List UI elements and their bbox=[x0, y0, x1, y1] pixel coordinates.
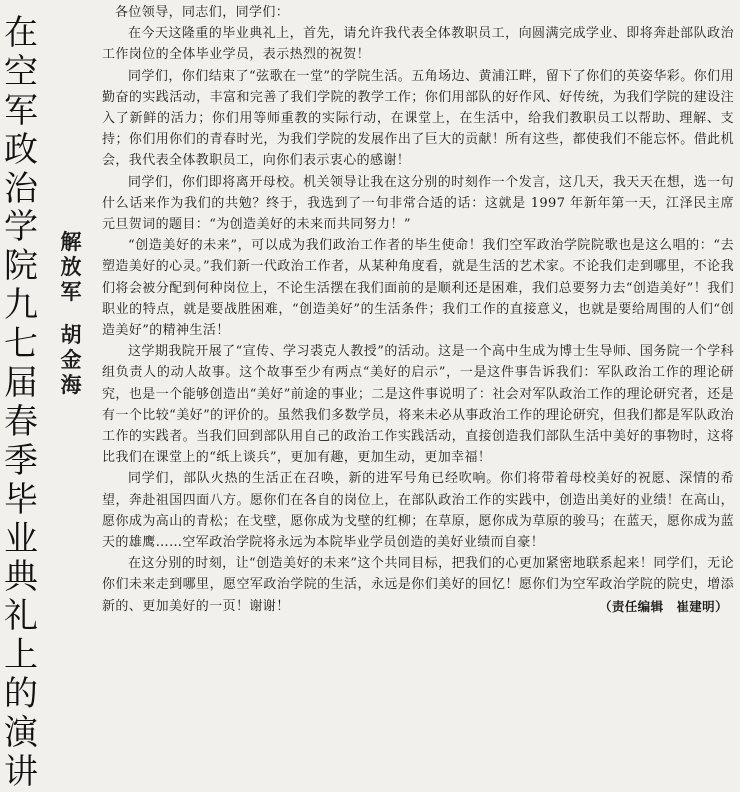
title-char: 的 bbox=[4, 674, 38, 715]
body-paragraph bbox=[102, 235, 734, 341]
paragraph-text: 在这分别的时刻，让“创造美好的未来”这个共同目标，把我们的心更加紧密地联系起来！同学们，无论你们未来走到哪里，愿空军政治学院的生活，永远是你们美好的回忆！愿你们为空军政治学院的院史，增添新的、更加美好的一页！谢谢！ bbox=[102, 556, 734, 614]
title-char: 空 bbox=[4, 51, 38, 92]
title-char: 讲 bbox=[4, 751, 38, 792]
salutation: 各位领导，同志们，同学们： bbox=[115, 5, 290, 20]
title-char: 军 bbox=[4, 90, 38, 131]
paragraph-text: 在今天这隆重的毕业典礼上，首先，请允许我代表全体教职员工，向圆满完成学业、即将奔赴部队政治工作岗位的全体毕业学员，表示热烈的祝贺！ bbox=[102, 26, 734, 63]
title-char: 在 bbox=[4, 13, 38, 53]
author-name-char: 海 bbox=[60, 373, 82, 397]
title-char: 业 bbox=[4, 518, 38, 559]
body-paragraph bbox=[102, 66, 734, 172]
title-char: 毕 bbox=[4, 479, 38, 520]
title-char: 礼 bbox=[4, 596, 38, 637]
title-char: 政 bbox=[4, 129, 38, 170]
body-paragraph bbox=[102, 468, 734, 553]
article-title bbox=[2, 13, 40, 792]
paragraph-text: 同学们，部队火热的生活正在召唤，新的进军号角已经吹响。你们将带着母校美好的祝愿、深情的希望，奔赴祖国四面八方。愿你们在各自的岗位上，在部队政治工作的实践中，创造出美好的业绩！在高山，愿你成为高山的青松；在戈壁，愿你成为戈壁的红柳；在草原，愿你成为草原的骏马；在蓝天，愿你成为蓝天的雄鹰……空军政治学院将永远为本院毕业学员创造的美好业绩而自豪！ bbox=[102, 471, 734, 551]
paragraph-list bbox=[102, 23, 734, 617]
title-char: 演 bbox=[4, 713, 38, 754]
title-char: 九 bbox=[4, 285, 38, 326]
byline bbox=[58, 230, 84, 398]
title-char: 典 bbox=[4, 557, 38, 598]
body-paragraph bbox=[102, 553, 734, 617]
title-char: 七 bbox=[4, 324, 38, 365]
author-name-char: 胡 bbox=[60, 323, 82, 347]
editor-note: （责任编辑 崔建明） bbox=[598, 598, 728, 614]
author-name-char: 金 bbox=[60, 348, 82, 372]
paragraph-text: 同学们，你们结束了“弦歌在一堂”的学院生活。五角场边、黄浦江畔，留下了你们的英姿华彩。你们用勤奋的实践活动，丰富和完善了我们学院的教学工作；你们用部队的好作风、好传统，为我们学院的建设注入了新鲜的活力；你们用等师重教的实际行动，在课堂上，在生活中，给我们教职员工以帮助、理解、支持；你们用你们的青春时光，为我们学院的发展作出了巨大的贡献！所有这些，都使我们不能忘怀。借此机会，我代表全体教职员工，向你们表示衷心的感谢！ bbox=[102, 68, 734, 169]
paragraph-text: “创造美好的未来”，可以成为我们政治工作者的毕生使命！我们空军政治学院院歌也是这么唱的：“去塑造美好的心灵。”我们新一代政治工作者，从某种角度看，就是生活的艺术家。不论我们走到哪里，不论我们将会被分配到何种岗位上，不论生活摆在我们面前的是顺利还是困难，我们总要努力去“创造美好”！我们职业的特点，就是要战胜困难，“创造美好”的生活条件；我们工作的直接意义，也就是要给周围的人们“创造美好”的精神生活！ bbox=[102, 238, 734, 339]
body-paragraph bbox=[102, 172, 734, 236]
title-char: 季 bbox=[4, 440, 38, 481]
title-char: 治 bbox=[4, 168, 38, 209]
author-unit-char: 军 bbox=[60, 280, 82, 304]
body-paragraph bbox=[102, 23, 734, 65]
body-paragraph bbox=[102, 341, 734, 468]
title-char: 届 bbox=[4, 363, 38, 404]
title-char: 学 bbox=[4, 207, 38, 248]
title-char: 上 bbox=[4, 635, 38, 676]
title-char: 春 bbox=[4, 401, 38, 442]
title-char: 院 bbox=[4, 246, 38, 287]
article-body bbox=[102, 2, 734, 617]
paragraph-text: 同学们，你们即将离开母校。机关领导让我在这分别的时刻作一个发言，这几天，我天天在想，选一句什么话来作为我们的共勉？终于，我选到了一句非常合适的话：这就是 1997 年新年第一天，江泽民主席元旦贺词的题目：“为创造美好的未来而共同努力！” bbox=[102, 174, 734, 233]
author-unit-char: 放 bbox=[60, 255, 82, 279]
paragraph-text: 这学期我院开展了“宣传、学习裘克人教授”的活动。这是一个高中生成为博士生导师、国务院一个学科组负责人的动人故事。这个故事至少有两点“美好的启示”，一是这件事告诉我们：军队政治工作的理论研究，也是一个能够创造出“美好”前途的事业；二是这件事说明了：社会对军队政治工作的理论研究者，还是有一个比较“美好”的评价的。虽然我们多数学员，将来未必从事政治工作的理论研究，但我们都是军队政治工作的实践者。当我们回到部队用自己的政治工作实践活动，直接创造我们部队生活中美好的事物时，这将比我们在课堂上的“纸上谈兵”，更加有趣，更加生动，更加幸福！ bbox=[102, 344, 734, 466]
author-unit-char: 解 bbox=[60, 230, 82, 254]
